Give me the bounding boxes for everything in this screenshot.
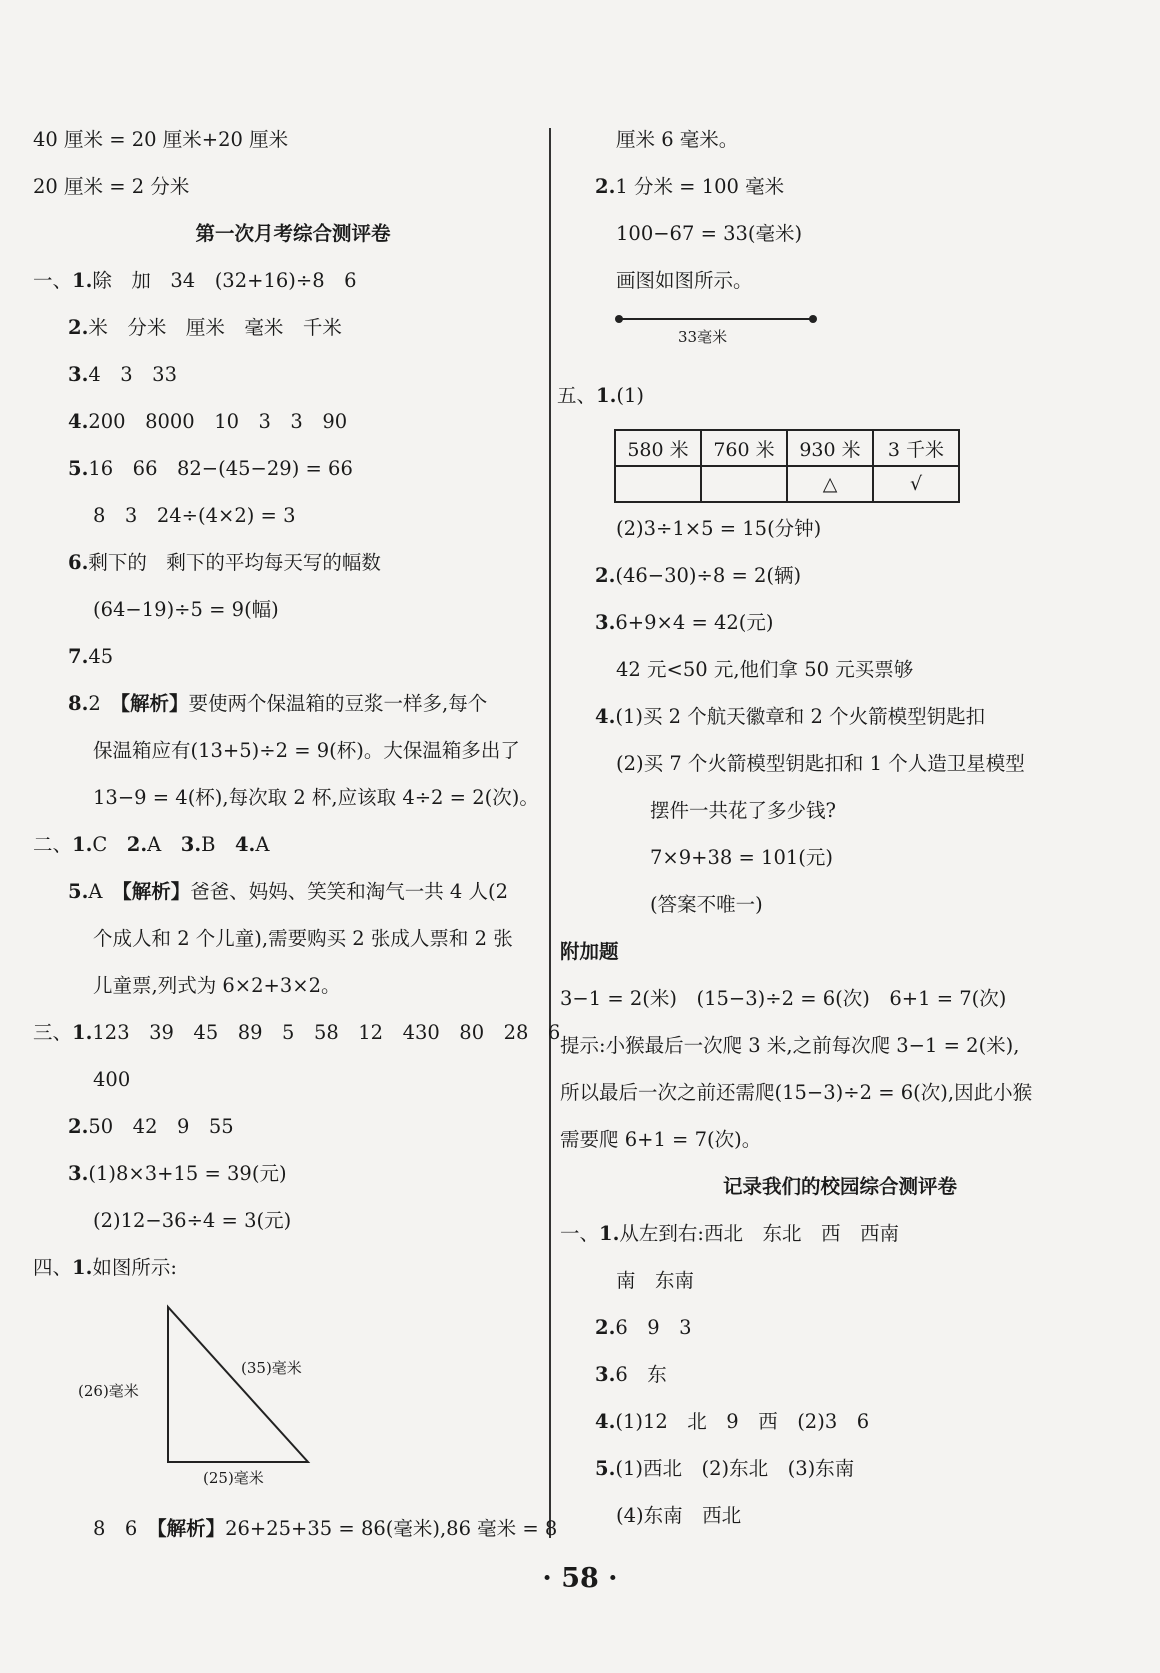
answer-text: 6 9 3 <box>615 1316 692 1339</box>
answer-text: (1)8×3+15 = 39(元) <box>88 1162 287 1185</box>
answer-line: 7×9+38 = 101(元) <box>650 846 833 869</box>
question-number: 3. <box>595 1363 616 1386</box>
question-number: 2. <box>126 833 148 856</box>
answer-line: 南 东南 <box>616 1269 695 1292</box>
question-number: 3. <box>180 833 202 856</box>
answer-text: 米 分米 厘米 毫米 千米 <box>88 316 342 339</box>
part-label: 四、 <box>33 1256 73 1279</box>
segment-endpoint <box>809 315 817 323</box>
part-label: 一、 <box>560 1222 600 1245</box>
answer-line: 20 厘米 = 2 分米 <box>33 175 190 198</box>
question-number: 1. <box>599 1222 620 1245</box>
question-number: 6. <box>68 551 89 574</box>
answer-text: C <box>92 833 127 856</box>
answer-text: 8 6 <box>93 1517 157 1540</box>
answer-line <box>560 605 1120 652</box>
part-label: 二、 <box>33 833 73 856</box>
answer-text: 6 东 <box>615 1363 667 1386</box>
answer-text: B <box>201 833 235 856</box>
answer-line <box>33 686 553 733</box>
answer-text: 4 3 33 <box>88 363 177 386</box>
question-number: 2. <box>595 175 616 198</box>
analysis-text: 爸爸、妈妈、笑笑和淘气一共 4 人(2 <box>190 880 509 903</box>
answer-line: (2)12−36÷4 = 3(元) <box>93 1209 292 1232</box>
question-number: 4. <box>595 1410 616 1433</box>
answer-line <box>33 1511 558 1558</box>
answer-line: (2)买 7 个火箭模型钥匙扣和 1 个人造卫星模型 <box>616 752 1025 775</box>
part-label: 一、 <box>33 269 73 292</box>
question-number: 4. <box>595 705 616 728</box>
answer-line: 13−9 = 4(杯),每次取 2 杯,应该取 4÷2 = 2(次)。 <box>93 786 539 809</box>
answer-line: 42 元<50 元,他们拿 50 元买票够 <box>616 658 914 681</box>
answer-line: 3−1 = 2(米) (15−3)÷2 = 6(次) 6+1 = 7(次) <box>560 987 1007 1010</box>
answer-line <box>560 1216 1120 1263</box>
question-number: 5. <box>68 457 89 480</box>
question-number: 1. <box>72 1021 93 1044</box>
answer-text: 2 <box>88 692 121 715</box>
segment-endpoint <box>615 315 623 323</box>
answer-line: 400 <box>93 1068 131 1091</box>
answer-line: (答案不唯一) <box>650 893 763 916</box>
analysis-text: 要使两个保温箱的豆浆一样多,每个 <box>188 692 488 715</box>
triangle-left-label: (26)毫米 <box>78 1382 139 1400</box>
answer-line <box>560 1451 1120 1498</box>
question-number: 3. <box>68 1162 89 1185</box>
answer-text: 如图所示: <box>92 1256 177 1279</box>
answer-line <box>560 169 1120 216</box>
answer-text: 除 加 34 (32+16)÷8 6 <box>92 269 357 292</box>
question-number: 7. <box>68 645 89 668</box>
answer-text: 200 8000 10 3 3 90 <box>88 410 348 433</box>
question-number: 1. <box>72 269 93 292</box>
answer-text: 50 42 9 55 <box>88 1115 234 1138</box>
answer-text: A <box>147 833 181 856</box>
answer-line <box>33 310 553 357</box>
answer-line <box>33 874 553 921</box>
left-column <box>33 122 561 1558</box>
answer-line: 100−67 = 33(毫米) <box>616 222 803 245</box>
question-number: 3. <box>595 611 616 634</box>
table-cell: △ <box>787 466 873 502</box>
segment-figure <box>560 318 1120 378</box>
question-number: 8. <box>68 692 89 715</box>
table-row <box>615 466 959 502</box>
table-cell <box>701 466 787 502</box>
analysis-tag: 【解析】 <box>120 692 189 715</box>
answer-line: 儿童票,列式为 6×2+3×2。 <box>93 974 341 997</box>
question-number: 4. <box>68 410 89 433</box>
answer-text: 16 66 82−(45−29) = 66 <box>88 457 353 480</box>
analysis-text: 26+25+35 = 86(毫米),86 毫米 = 8 <box>225 1517 558 1540</box>
right-column <box>557 122 1120 1545</box>
table-cell: 580 米 <box>615 430 701 466</box>
part-label: 三、 <box>33 1021 73 1044</box>
table-cell: 930 米 <box>787 430 873 466</box>
table-cell: 760 米 <box>701 430 787 466</box>
answer-line <box>33 451 553 498</box>
answer-line <box>560 1310 1120 1357</box>
question-number: 1. <box>596 384 617 407</box>
answer-text: (1)买 2 个航天徽章和 2 个火箭模型钥匙扣 <box>615 705 986 728</box>
answer-line: 需要爬 6+1 = 7(次)。 <box>560 1128 762 1151</box>
segment-line <box>618 318 813 320</box>
answer-line <box>33 1109 553 1156</box>
part-label: 五、 <box>557 384 597 407</box>
answer-text: 剩下的 剩下的平均每天写的幅数 <box>88 551 381 574</box>
answer-text: 从左到右:西北 东北 西 西南 <box>619 1222 899 1245</box>
answer-text: (1)西北 (2)东北 (3)东南 <box>615 1457 855 1480</box>
triangle-bottom-label: (25)毫米 <box>203 1469 264 1487</box>
question-number: 2. <box>68 316 89 339</box>
answer-line: 8 3 24÷(4×2) = 3 <box>93 504 296 527</box>
question-number: 4. <box>234 833 256 856</box>
answer-line: (4)东南 西北 <box>616 1504 742 1527</box>
table-row <box>615 430 959 466</box>
section-title: 第一次月考综合测评卷 <box>195 222 391 245</box>
answer-text: (1)12 北 9 西 (2)3 6 <box>615 1410 870 1433</box>
answer-line <box>560 1404 1120 1451</box>
section-title: 记录我们的校园综合测评卷 <box>722 1175 957 1198</box>
answer-line: 保温箱应有(13+5)÷2 = 9(杯)。大保温箱多出了 <box>93 739 520 762</box>
answer-line: (2)3÷1×5 = 15(分钟) <box>616 517 822 540</box>
answer-text: 45 <box>88 645 114 668</box>
triangle-hypotenuse-label: (35)毫米 <box>241 1359 302 1377</box>
question-number: 2. <box>68 1115 89 1138</box>
answer-line <box>33 545 553 592</box>
answer-text: (1) <box>616 384 644 407</box>
answer-line: 提示:小猴最后一次爬 3 米,之前每次爬 3−1 = 2(米), <box>560 1034 1020 1057</box>
answer-line: (64−19)÷5 = 9(幅) <box>93 598 279 621</box>
answer-line <box>33 1015 561 1062</box>
answer-text: 123 39 45 89 5 58 12 430 80 28 6 <box>92 1021 561 1044</box>
analysis-tag: 【解析】 <box>121 880 191 903</box>
question-number: 1. <box>72 1256 93 1279</box>
answer-line <box>33 1156 553 1203</box>
answer-line <box>560 1357 1120 1404</box>
answer-line <box>560 558 1120 605</box>
section-title: 附加题 <box>560 940 619 963</box>
answer-text: A <box>255 833 270 856</box>
answer-line: 画图如图所示。 <box>616 269 753 292</box>
answer-text: 6+9×4 = 42(元) <box>615 611 774 634</box>
answer-text: (46−30)÷8 = 2(辆) <box>615 564 802 587</box>
answer-line: 个成人和 2 个儿童),需要购买 2 张成人票和 2 张 <box>93 927 513 950</box>
answer-line <box>33 263 553 310</box>
answer-text: 1 分米 = 100 毫米 <box>615 175 785 198</box>
question-number: 1. <box>72 833 93 856</box>
table-cell <box>615 466 701 502</box>
answer-line <box>33 357 553 404</box>
table-cell: √ <box>873 466 959 502</box>
right-triangle <box>168 1307 308 1462</box>
answer-line <box>33 639 553 686</box>
answer-text: A <box>88 880 122 903</box>
question-number: 5. <box>68 880 89 903</box>
page-number: · 58 · <box>542 1563 618 1594</box>
question-number: 3. <box>68 363 89 386</box>
answer-line: 摆件一共花了多少钱? <box>650 799 836 822</box>
answer-line <box>33 1250 553 1297</box>
distance-table <box>614 429 960 503</box>
answer-line <box>560 699 1120 746</box>
answer-line <box>33 404 553 451</box>
answer-line: 所以最后一次之前还需爬(15−3)÷2 = 6(次),因此小猴 <box>560 1081 1033 1104</box>
analysis-tag: 【解析】 <box>156 1517 226 1540</box>
answer-line: 厘米 6 毫米。 <box>616 128 739 151</box>
answer-line <box>33 827 553 874</box>
answer-line <box>557 378 1120 425</box>
question-number: 5. <box>595 1457 616 1480</box>
question-number: 2. <box>595 564 616 587</box>
question-number: 2. <box>595 1316 616 1339</box>
table-cell: 3 千米 <box>873 430 959 466</box>
answer-line: 40 厘米 = 20 厘米+20 厘米 <box>33 128 289 151</box>
segment-label: 33毫米 <box>678 328 728 346</box>
